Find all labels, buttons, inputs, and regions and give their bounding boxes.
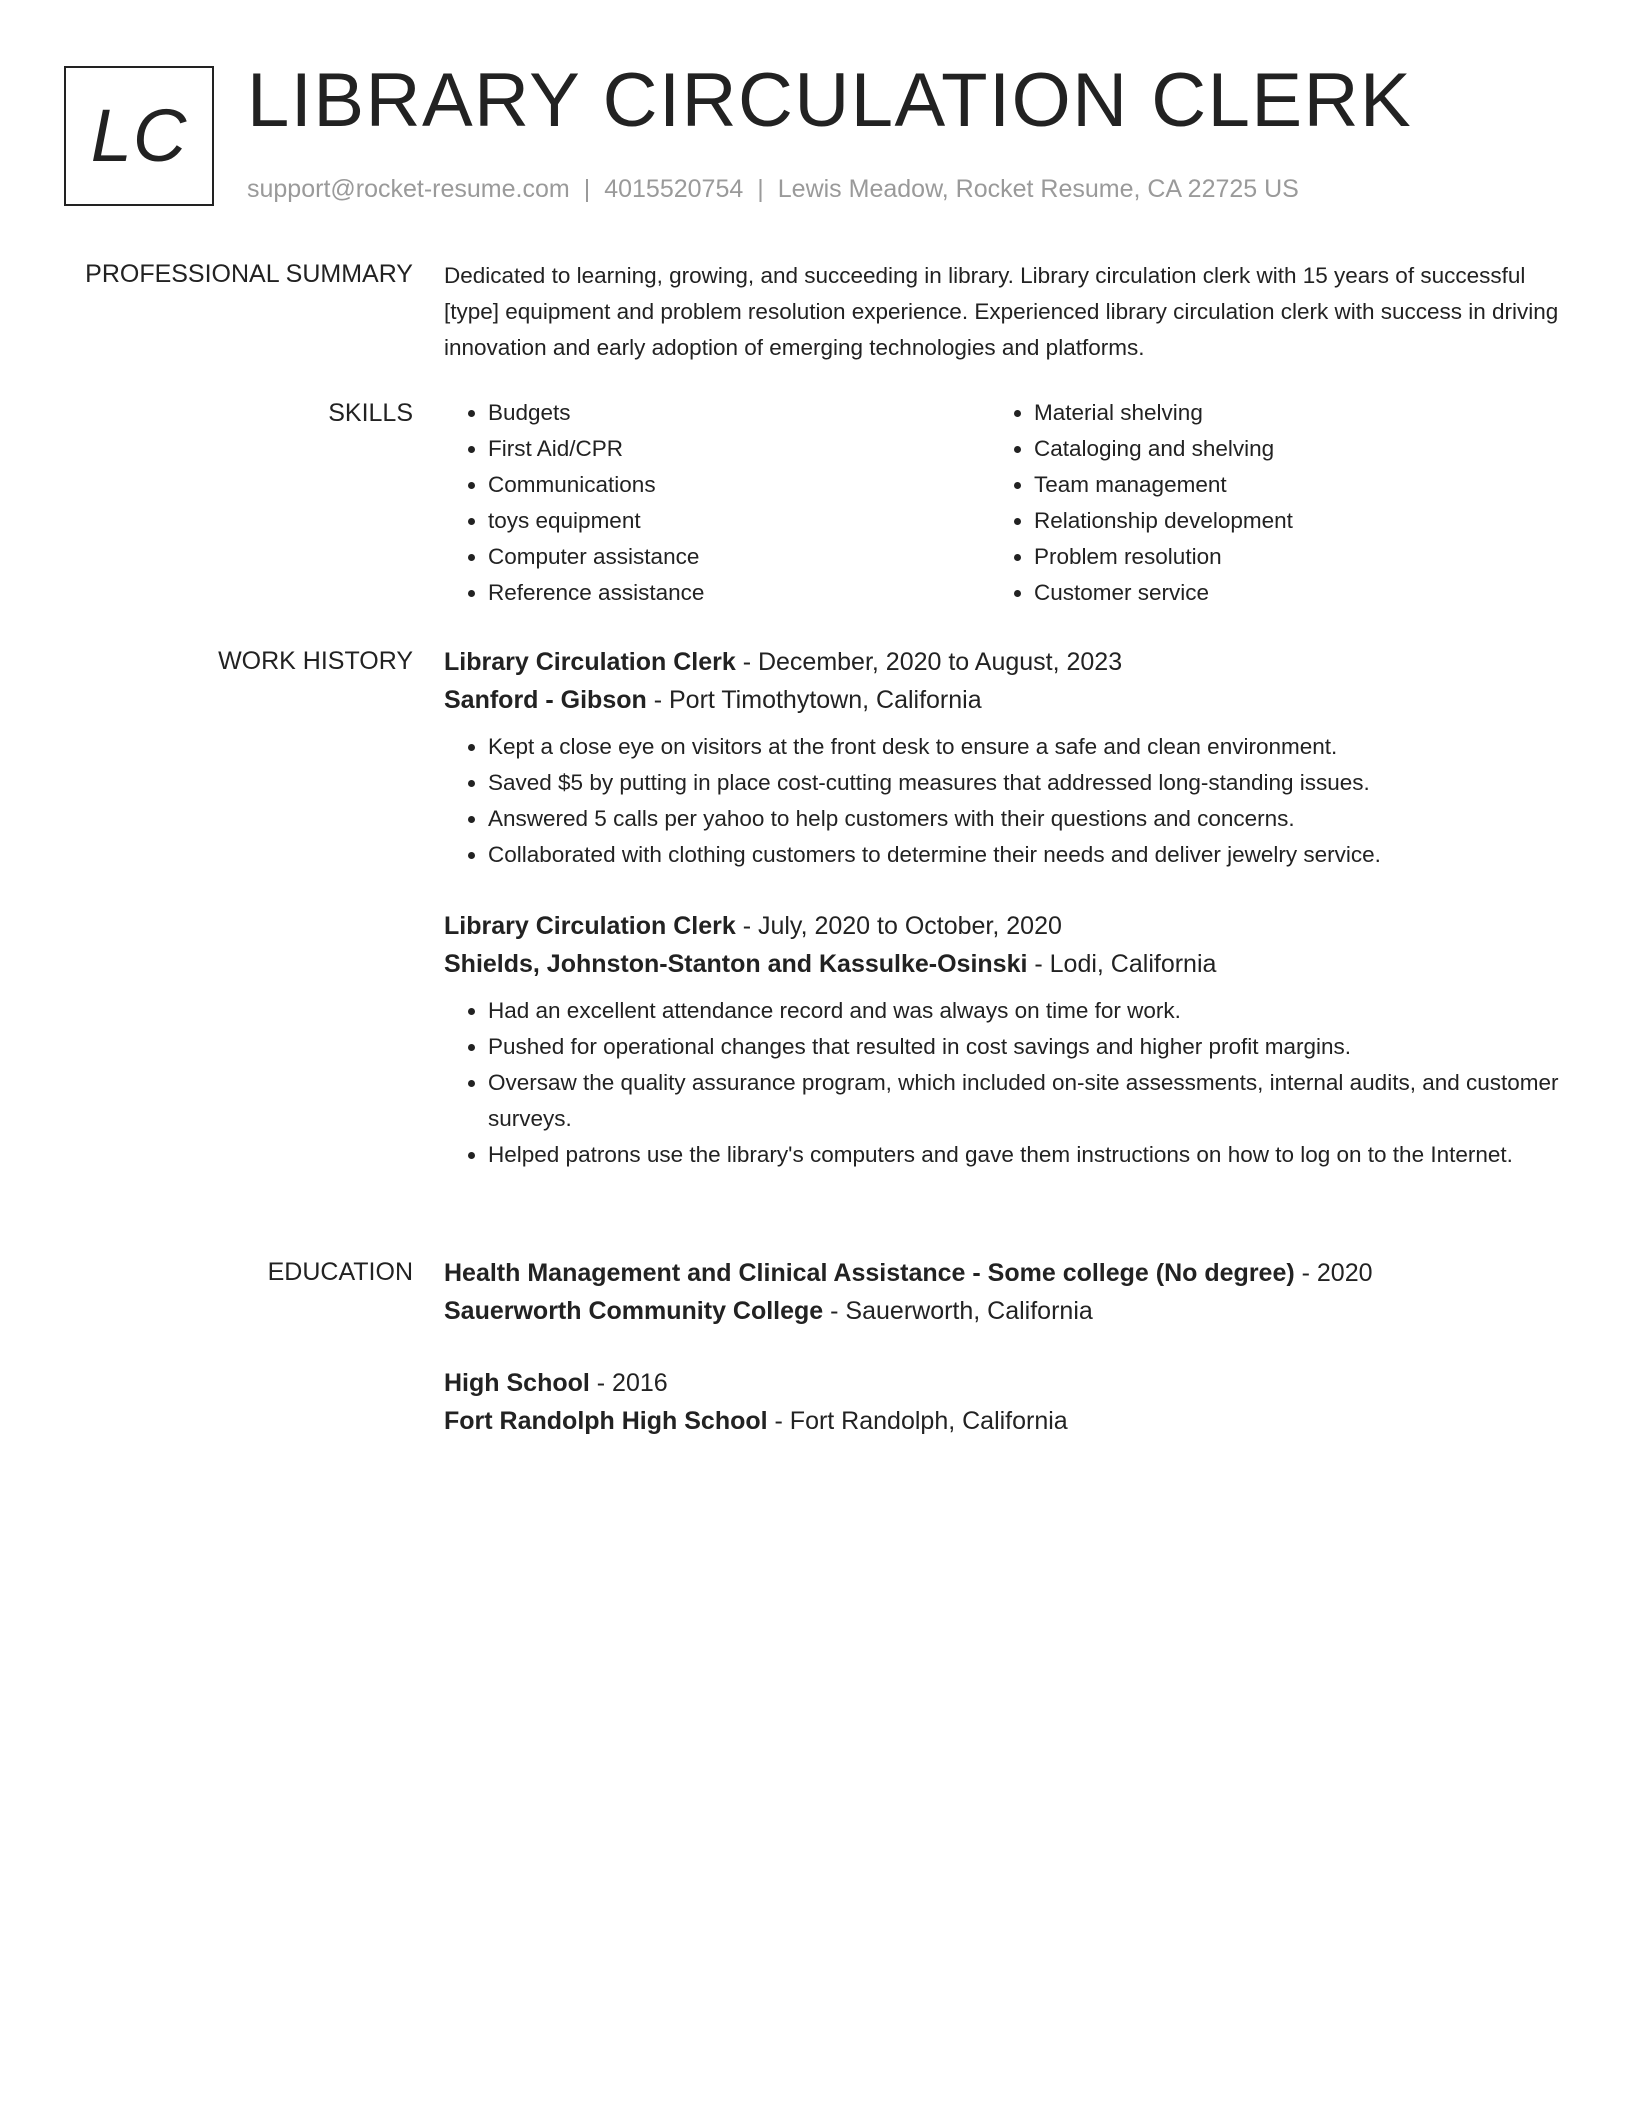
skill-item: • Customer service — [1034, 575, 1536, 611]
skill-item: • Cataloging and shelving — [1034, 431, 1536, 467]
skill-item: • Problem resolution — [1034, 539, 1536, 575]
job-company: Sanford - Gibson — [444, 686, 647, 714]
job-dates: - July, 2020 to October, 2020 — [735, 912, 1062, 940]
job-bullet: • Collaborated with clothing customers to determine their needs and deliver jewelry service. — [488, 837, 1564, 873]
education-degree-line — [444, 1364, 1564, 1402]
education-school-line — [444, 1292, 1564, 1330]
contact-separator: | — [583, 175, 591, 203]
skill-item: • First Aid/CPR — [488, 431, 990, 467]
job-bullet: • Kept a close eye on visitors at the front desk to ensure a safe and clean environment. — [488, 729, 1564, 765]
job-title-line — [444, 907, 1564, 945]
job-company-line — [444, 681, 1564, 719]
job-role: Library Circulation Clerk — [444, 648, 736, 676]
monogram-initials: LC — [90, 94, 188, 177]
job-entry — [444, 643, 1564, 873]
education-school: Fort Randolph High School — [444, 1407, 768, 1435]
job-bullet: • Pushed for operational changes that resulted in cost savings and higher profit margins. — [488, 1029, 1564, 1065]
job-role: Library Circulation Clerk — [444, 912, 736, 940]
summary-text: Dedicated to learning, growing, and succeeding in library. Library circulation clerk with 15 years of successful [type] equipment and problem resolution experience. Experienced library circulation clerk with success in driving innovation and early adoption of emerging technologies and platforms. — [444, 263, 1559, 360]
skill-item: • Communications — [488, 467, 990, 503]
education-entry — [444, 1254, 1564, 1330]
education-year: - 2020 — [1294, 1259, 1373, 1287]
contact-email: support@rocket-resume.com — [247, 175, 570, 203]
job-company: Shields, Johnston-Stanton and Kassulke-Osinski — [444, 950, 1028, 978]
education-degree: Health Management and Clinical Assistance - Some college (No degree) — [444, 1259, 1295, 1287]
skill-item: • Relationship development — [1034, 503, 1536, 539]
skill-item: • toys equipment — [488, 503, 990, 539]
job-entry — [444, 907, 1564, 1173]
job-bullet: • Oversaw the quality assurance program, which included on-site assessments, internal audits, and customer surveys. — [488, 1065, 1564, 1137]
section-title-work-history: WORK HISTORY — [218, 647, 413, 675]
job-bullet: • Helped patrons use the library's computers and gave them instructions on how to log on to the Internet. — [488, 1137, 1564, 1173]
job-bullet: • Had an excellent attendance record and was always on time for work. — [488, 993, 1564, 1029]
section-title-summary: PROFESSIONAL SUMMARY — [85, 260, 413, 288]
contact-line — [247, 172, 1299, 206]
education-degree: High School — [444, 1369, 590, 1397]
education-location: - Sauerworth, California — [823, 1297, 1093, 1325]
section-title-skills: SKILLS — [328, 399, 413, 427]
job-bullets — [444, 729, 1564, 873]
skills-list-left — [444, 395, 990, 611]
job-dates: - December, 2020 to August, 2023 — [735, 648, 1123, 676]
skills-body — [444, 395, 1564, 611]
contact-phone: 4015520754 — [604, 175, 744, 203]
work-history-body — [444, 643, 1564, 1207]
job-bullets — [444, 993, 1564, 1173]
contact-address: Lewis Meadow, Rocket Resume, CA 22725 US — [777, 175, 1299, 203]
skill-item: • Budgets — [488, 395, 990, 431]
skill-item: • Computer assistance — [488, 539, 990, 575]
education-school: Sauerworth Community College — [444, 1297, 824, 1325]
skills-columns — [444, 395, 1544, 611]
job-location: - Port Timothytown, California — [646, 686, 982, 714]
skill-item: • Material shelving — [1034, 395, 1536, 431]
skill-item: • Reference assistance — [488, 575, 990, 611]
job-company-line — [444, 945, 1564, 983]
education-location: - Fort Randolph, California — [767, 1407, 1068, 1435]
job-location: - Lodi, California — [1027, 950, 1217, 978]
education-body — [444, 1254, 1564, 1474]
contact-separator: | — [757, 175, 764, 203]
education-degree-line — [444, 1254, 1564, 1292]
job-title-line — [444, 643, 1564, 681]
resume-title: LIBRARY CIRCULATION CLERK — [247, 58, 1413, 143]
job-bullet: • Saved $5 by putting in place cost-cutting measures that addressed long-standing issues. — [488, 765, 1564, 801]
education-entry — [444, 1364, 1564, 1440]
summary-body — [444, 258, 1564, 366]
section-title-education: EDUCATION — [267, 1258, 413, 1286]
skills-list-right — [990, 395, 1536, 611]
education-school-line — [444, 1402, 1564, 1440]
monogram-box — [64, 66, 214, 206]
education-year: - 2016 — [589, 1369, 668, 1397]
skill-item: • Team management — [1034, 467, 1536, 503]
job-bullet: • Answered 5 calls per yahoo to help customers with their questions and concerns. — [488, 801, 1564, 837]
